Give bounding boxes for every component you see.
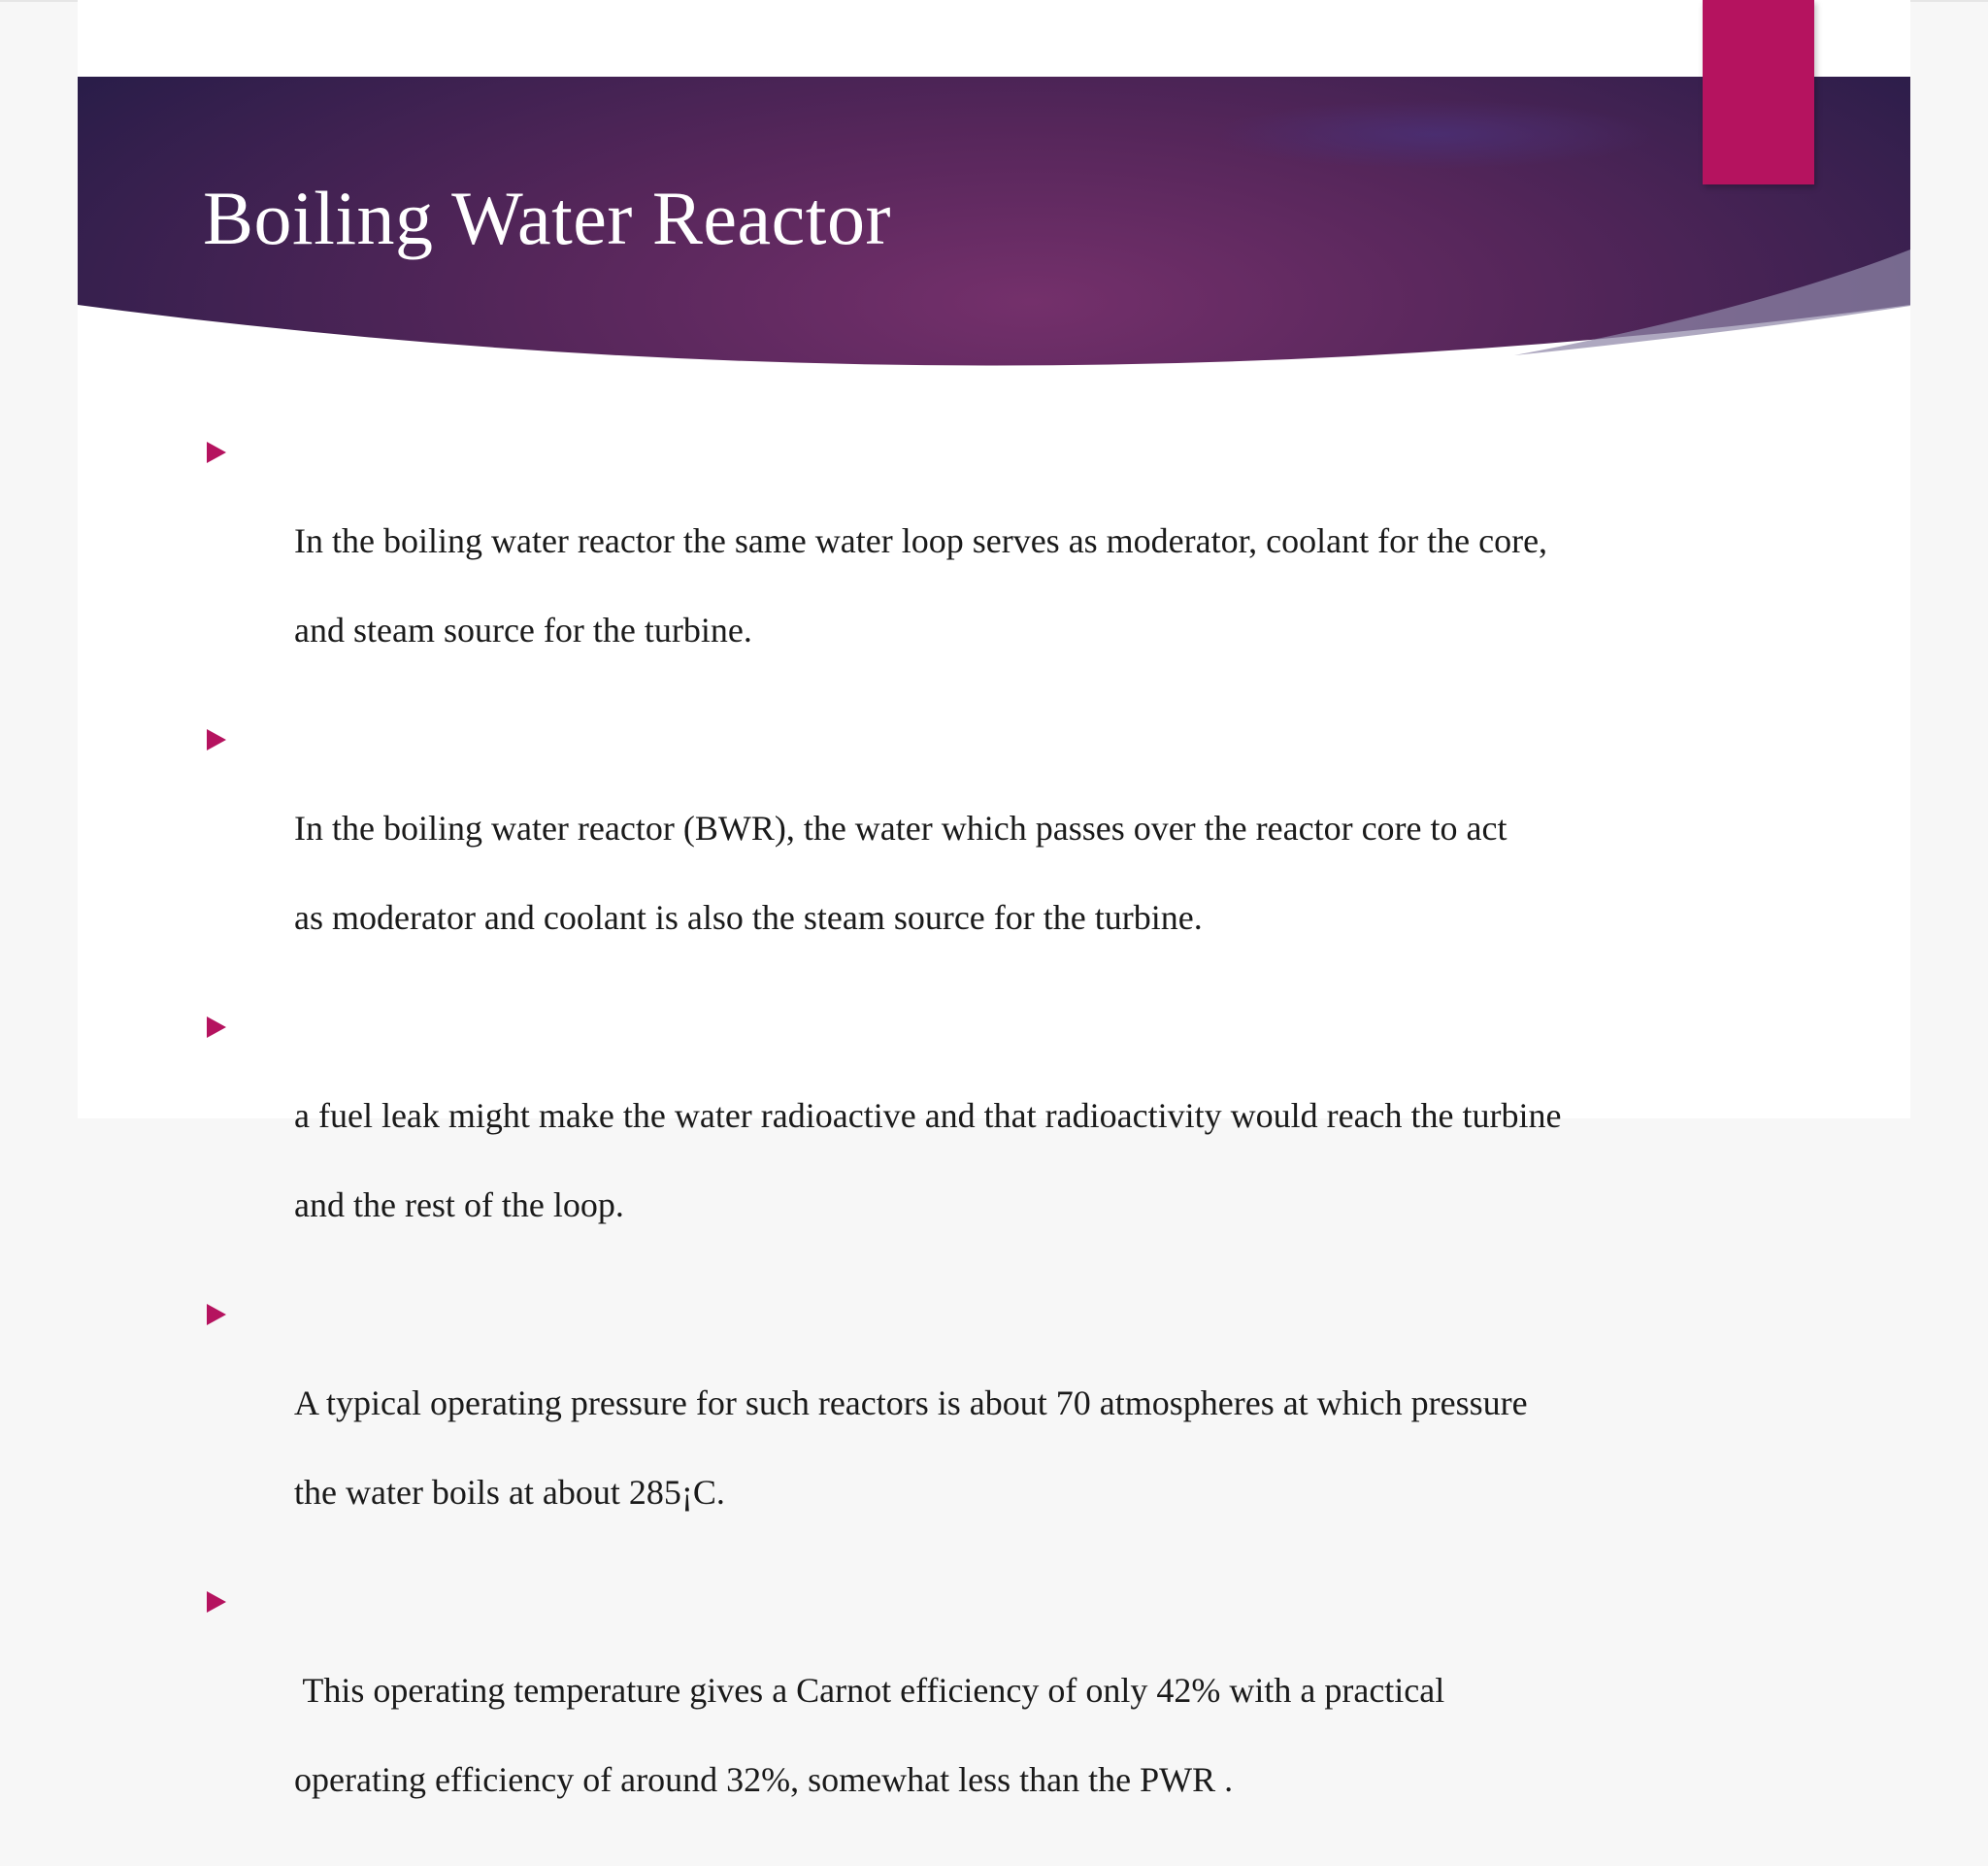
bullet-line: This operating temperature gives a Carnot efficiency of only 42% with a practical bbox=[294, 1671, 1445, 1710]
bullet-line: the water boils at about 285¡C. bbox=[294, 1473, 725, 1512]
triangle-right-icon bbox=[207, 1016, 226, 1038]
bullet-item-5 bbox=[202, 1579, 1639, 1847]
bullet-item-4 bbox=[202, 1291, 1639, 1559]
bullet-line: A typical operating pressure for such reactors is about 70 atmospheres at which pressure bbox=[294, 1383, 1528, 1422]
accent-tab bbox=[1703, 0, 1814, 184]
slide-title: Boiling Water Reactor bbox=[203, 176, 891, 260]
bullet-line: and the rest of the loop. bbox=[294, 1185, 624, 1224]
bullet-line: operating efficiency of around 32%, somewhat less than the PWR . bbox=[294, 1760, 1234, 1799]
triangle-right-icon bbox=[207, 1591, 226, 1613]
bullet-item-3 bbox=[202, 1004, 1639, 1272]
bullet-line: a fuel leak might make the water radioactive and that radioactivity would reach the turbine bbox=[294, 1096, 1562, 1135]
triangle-right-icon bbox=[207, 1304, 226, 1325]
triangle-right-icon bbox=[207, 442, 226, 463]
bullet-line: In the boiling water reactor (BWR), the water which passes over the reactor core to act bbox=[294, 809, 1508, 848]
triangle-right-icon bbox=[207, 729, 226, 750]
bullet-list bbox=[202, 429, 1639, 1866]
bullet-item-1 bbox=[202, 429, 1639, 697]
bullet-line: as moderator and coolant is also the steam source for the turbine. bbox=[294, 898, 1203, 937]
bullet-line: and steam source for the turbine. bbox=[294, 611, 752, 650]
bullet-item-2 bbox=[202, 716, 1639, 984]
bullet-line: In the boiling water reactor the same water loop serves as moderator, coolant for the core, bbox=[294, 521, 1548, 560]
